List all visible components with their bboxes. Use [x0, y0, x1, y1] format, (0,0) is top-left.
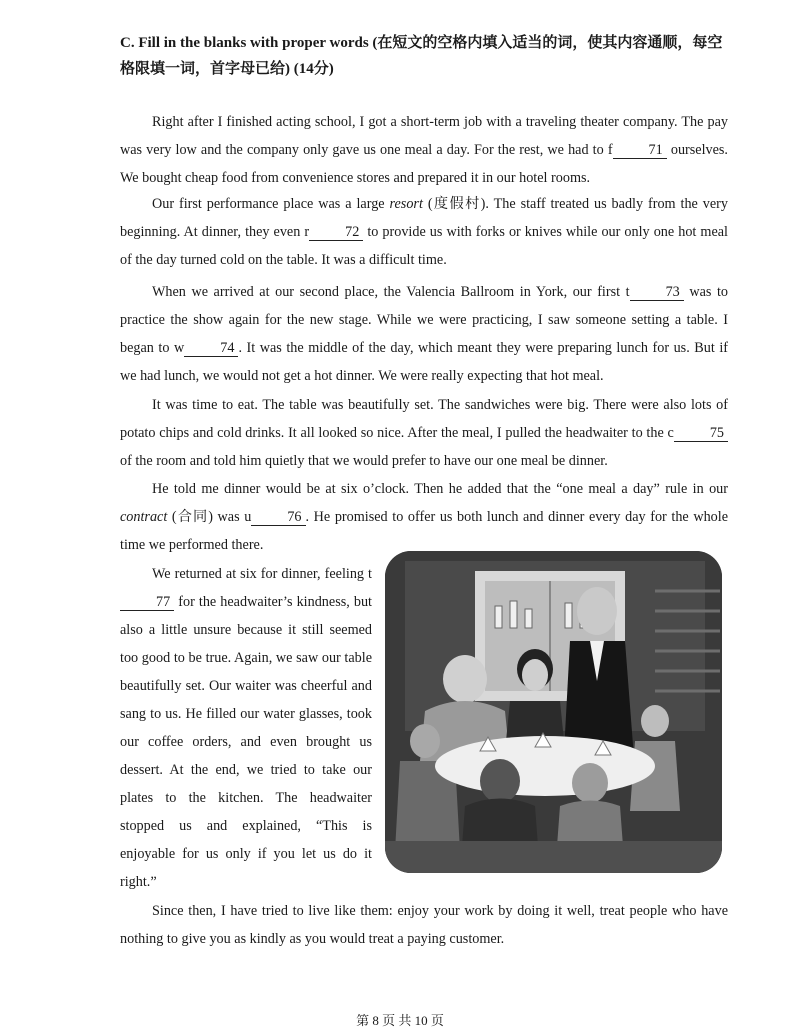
blank-74[interactable]: 74 — [184, 340, 238, 357]
paragraph-5 — [120, 475, 728, 559]
paragraph-text: ourselves. We bought cheap food from convenience stores and prepared it in our hotel rooms. — [120, 142, 728, 186]
paragraph-text: . He promised to offer us both lunch and dinner every day for the whole time we performed there. — [120, 509, 728, 553]
paragraph-text: We returned at six for dinner, feeling t — [152, 566, 372, 582]
blank-73[interactable]: 73 — [630, 284, 684, 301]
blank-72[interactable]: 72 — [309, 224, 363, 241]
paragraph-text: (度假村). The staff treated us badly from the very beginning. At dinner, they even r — [120, 196, 728, 240]
paragraph-text: for the headwaiter’s kindness, but also a little unsure because it still seemed too good to be true. Again, we saw our table beautifully set. Our waiter was cheerful and sang to us. He filled our water glasses, took our coffee orders, and even brought us dessert. At the end, we tried to take our plates to the kitchen. The headwaiter stopped us and explained, “This is enjoyable for us only if you let us do it right.” — [120, 594, 372, 890]
paragraph-text: He told me dinner would be at six o’clock. Then he added that the “one meal a day” rule in our — [152, 481, 728, 497]
italic-term: resort — [389, 196, 423, 212]
italic-term: contract — [120, 509, 168, 525]
paragraph-6 — [120, 560, 372, 896]
blank-75[interactable]: 75 — [674, 425, 728, 442]
paragraph-2 — [120, 190, 728, 274]
paragraph-1 — [120, 108, 728, 192]
blank-77[interactable]: 77 — [120, 594, 174, 611]
blank-71[interactable]: 71 — [613, 142, 667, 159]
paragraph-text: to provide us with forks or knives while our only one hot meal of the day turned cold on the table. It was a difficult time. — [120, 224, 728, 268]
paragraph-text: . It was the middle of the day, which meant they were preparing lunch for us. But if we had lunch, we would not get a hot dinner. We were really expecting that hot meal. — [120, 340, 728, 384]
paragraph-text: Our first performance place was a large — [152, 196, 390, 212]
paragraph-text: of the room and told him quietly that we would prefer to have our one meal be dinner. — [120, 453, 608, 469]
paragraph-text: When we arrived at our second place, the Valencia Ballroom in York, our first t — [152, 284, 630, 300]
paragraph-text: was to practice the show again for the new stage. While we were practicing, I saw someone setting a table. I began to w — [120, 284, 728, 356]
paragraph-7: Since then, I have tried to live like them: enjoy your work by doing it well, treat people who have nothing to give you as kindly as you would treat a paying customer. — [120, 903, 728, 947]
page-number: 第 8 页 共 10 页 — [356, 1013, 444, 1028]
paragraph-text: It was time to eat. The table was beautifully set. The sandwiches were big. There were also lots of potato chips and cold drinks. It all looked so nice. After the meal, I pulled the headwaiter to the c — [120, 397, 728, 441]
blank-76[interactable]: 76 — [251, 509, 305, 526]
paragraph-4 — [120, 391, 728, 475]
paragraph-text: Right after I finished acting school, I got a short-term job with a traveling theater company. The pay was very low and the company only gave us one meal a day. For the rest, we had to f — [120, 114, 728, 158]
section-heading: C. Fill in the blanks with proper words (在短文的空格内填入适当的词，使其内容通顺，每空格限填一词，首字母已给) (14分) — [120, 35, 723, 77]
restaurant-illustration — [385, 551, 722, 873]
paragraph-3 — [120, 278, 728, 390]
paragraph-text: (合同) was u — [167, 509, 252, 525]
